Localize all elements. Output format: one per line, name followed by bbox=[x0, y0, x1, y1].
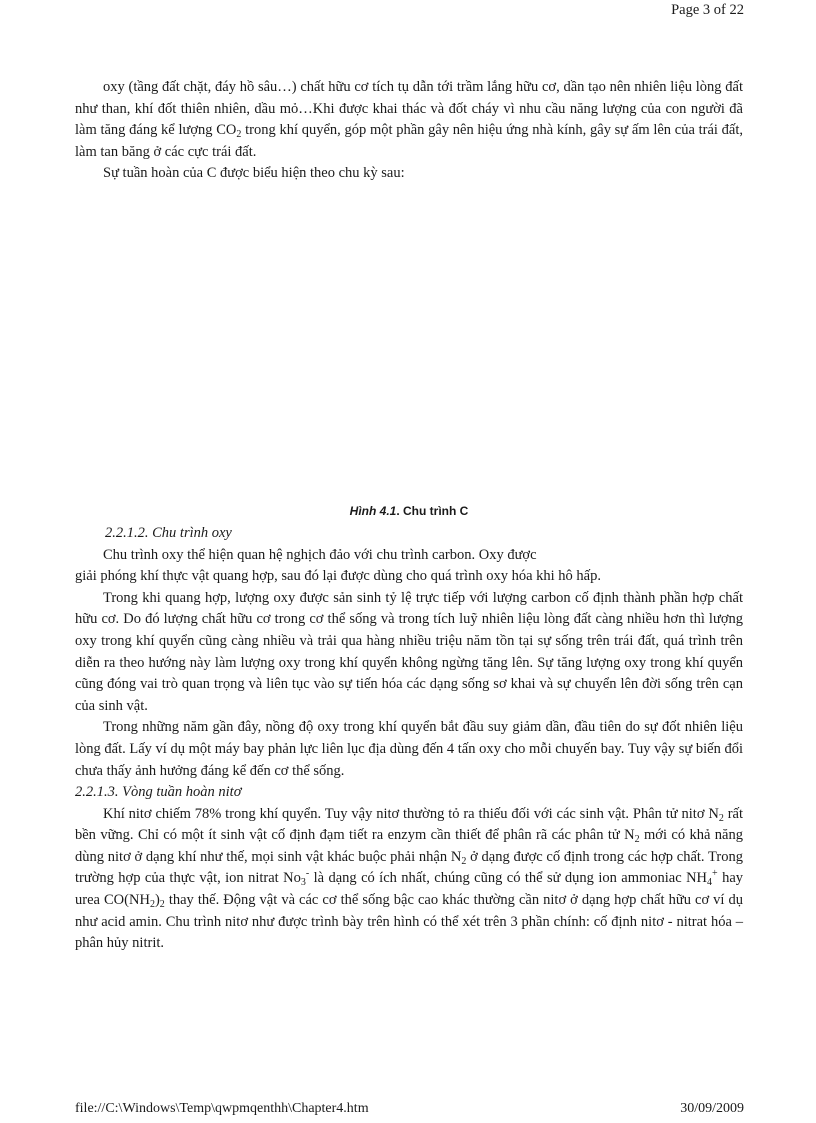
figure-caption: Hình 4.1. Chu trình C bbox=[349, 503, 469, 518]
footer-file-path: file://C:\Windows\Temp\qwpmqenthh\Chapter4.htm bbox=[75, 1101, 369, 1116]
paragraph-oxygen-line2: giải phóng khí thực vật quang hợp, sau đó lại được dùng cho quá trình oxy hóa khi hô hấp. bbox=[75, 568, 601, 585]
paragraph-nitrogen: Khí nitơ chiếm 78% trong khí quyển. Tuy vậy nitơ thường tỏ ra thiếu đối với các sinh vật. Phân tử nitơ $N_2$ rất bền vững. Chỉ có một ít sinh vật cố định đạm tiết ra enzym cần thiết để phân rã các phân tử $N_2$ mới có khả năng dùng nitơ ở dạng khí như thế, mọi sinh vật khác buộc phải nhận $N_2$ ở dạng được cố định trong các hợp chất. Trong trường hợp của thực vật, ion nitrat $No_3^-$ là dạng có ích nhất, chúng cũng có thể sử dụng ion ammoniac $NH_4^+$ hay urea $CO(NH_2)_2$ thay thế. Động vật và các cơ thể sống bậc cao khác thường cần nitơ ở dạng hợp chất hữu cơ ví dụ như acid amin. Chu trình nitơ như được trình bày trên hình có thể xét trên 3 phần chính: cố định nitơ - nitrat hóa – phân hủy nitrit. bbox=[75, 805, 744, 952]
page-number: Page 3 of 22 bbox=[671, 2, 744, 18]
paragraph-oxygen-line1: Chu trình oxy thể hiện quan hệ nghịch đảo với chu trình carbon. Oxy được bbox=[103, 546, 537, 563]
paragraph-cycle-intro: Sự tuần hoàn của C được biểu hiện theo chu kỳ sau: bbox=[103, 165, 405, 182]
document-body bbox=[75, 77, 743, 955]
section-heading-nitrogen: 2.2.1.3. Vòng tuần hoàn nitơ bbox=[75, 784, 242, 801]
section-heading-oxygen: 2.2.1.2. Chu trình oxy bbox=[105, 524, 232, 541]
paragraph-photosynthesis: Trong khi quang hợp, lượng oxy được sản sinh tỷ lệ trực tiếp với lượng carbon cố định thành phần hợp chất hữu cơ. Do đó lượng chất hữu cơ trong cơ thể sống và trong tích luỹ nhiên liệu lòng đất càng nhiều hơn thì lượng oxy trong khí quyển cũng càng nhiều và trải qua hàng nhiều triệu năm tồn tại sự sống trên trái đất, quá trình trên diễn ra theo hướng này làm lượng oxy trong khí quyển không ngừng tăng lên. Sự tăng lượng oxy trong khí quyển cũng đóng vai trò quan trọng và liên tục vào sự tiến hóa các dạng sống sơ khai và sự chuyển lên đời sống trên cạn của sinh vật. bbox=[75, 589, 743, 714]
figure-area bbox=[75, 185, 743, 497]
footer-date: 30/09/2009 bbox=[680, 1101, 744, 1116]
paragraph-carbon-end: oxy (tầng đất chặt, đáy hồ sâu…) chất hữu cơ tích tụ dẫn tới trầm lắng hữu cơ, dần tạo nên nhiên liệu lòng đất như than, khí đốt thiên nhiên, dầu mỏ…Khi được khai thác và đốt cháy vì nhu cầu năng lượng của con người đã làm tăng đáng kể lượng $CO_2$ trong khí quyển, góp một phần gây nên hiệu ứng nhà kính, gây sự ấm lên của trái đất, làm tan băng ở các cực trái đất. bbox=[75, 79, 743, 160]
paragraph-oxygen-decline: Trong những năm gần đây, nồng độ oxy trong khí quyển bắt đầu suy giảm dần, đầu tiên do sự đốt nhiên liệu lòng đất. Lấy ví dụ một máy bay phản lực liên lục địa dùng đến 4 tấn oxy cho mỗi chuyến bay. Tuy vậy sự biến đổi chưa thấy ảnh hưởng đáng kể đến cơ thể sống. bbox=[75, 719, 743, 779]
